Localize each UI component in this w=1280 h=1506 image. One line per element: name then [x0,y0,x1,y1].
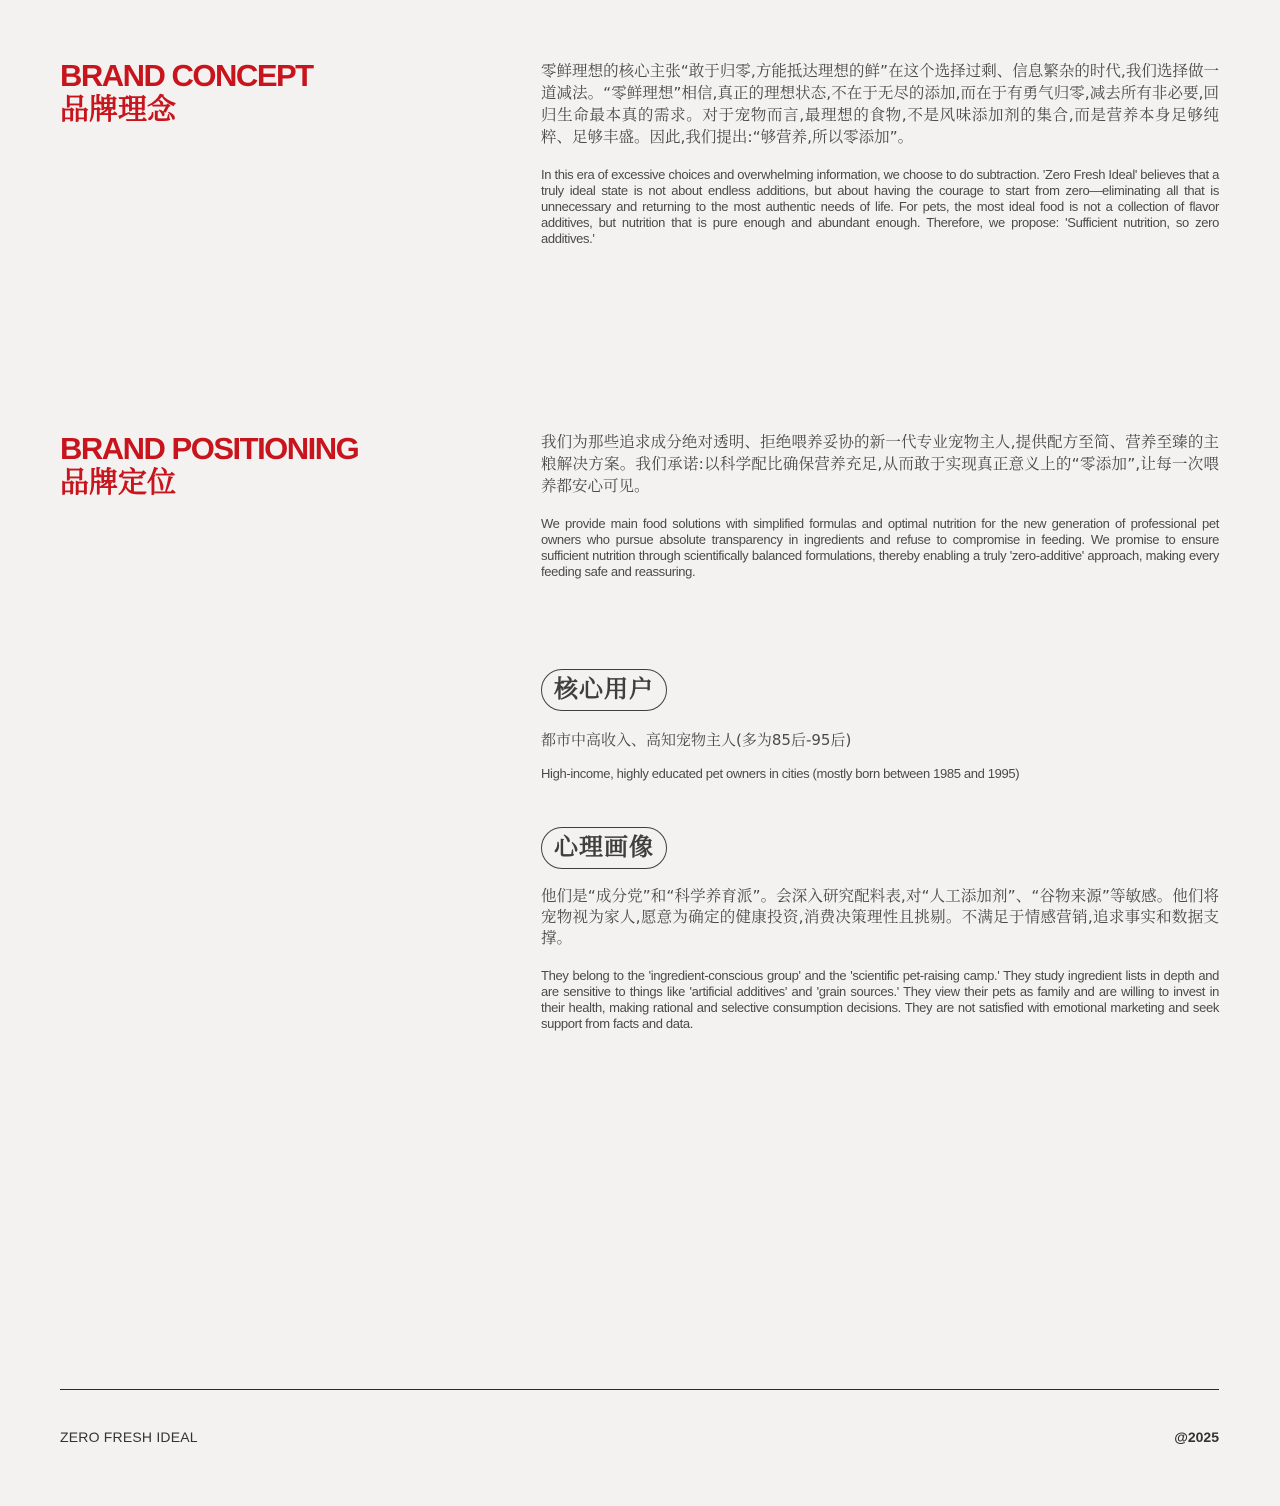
psychology-label: 心理画像 [541,827,667,869]
brand-concept-text-en: In this era of excessive choices and overwhelming information, we choose to do subtraction. 'Zero Fresh Ideal' believes that a truly ideal state is not about endless additions, but about having the courage to start from zero—eliminating all that is unnecessary and returning to the most authentic needs of life. For pets, the most ideal food is not a collection of flavor additives, but nutrition that is pure enough and abundant enough. Therefore, we propose: 'Sufficient nutrition, so zero additives.' [541,167,1219,246]
brand-concept-text-cn: 零鲜理想的核心主张“敢于归零,方能抵达理想的鲜”在这个选择过剩、信息繁杂的时代,我们选择做一道减法。“零鲜理想”相信,真正的理想状态,不在于无尽的添加,而在于有勇气归零,减去所有非必要,回归生命最本真的需求。对于宠物而言,最理想的食物,不是风味添加剂的集合,而是营养本身足够纯粹、足够丰盛。因此,我们提出:“够营养,所以零添加”。 [541,62,1219,146]
brand-positioning-text-en: We provide main food solutions with simplified formulas and optimal nutrition for the new generation of professional pet owners who pursue absolute transparency in ingredients and refuse to compromise in feeding. We promise to ensure sufficient nutrition through scientifically balanced formulations, thereby enabling a truly 'zero-additive' approach, making every feeding safe and reassuring. [541,516,1219,579]
psychology-block [541,827,1219,1032]
core-users-label: 核心用户 [541,669,667,711]
brand-positioning-title-cn: 品牌定位 [60,467,177,499]
core-users-block [541,669,1219,782]
brand-positioning-title [60,433,358,500]
psychology-text-cn: 他们是“成分党”和“科学养育派”。会深入研究配料表,对“人工添加剂”、“谷物来源”等敏感。他们将宠物视为家人,愿意为确定的健康投资,消费决策理性且挑剔。不满足于情感营销,追求事实和数据支撑。 [541,887,1219,947]
brand-positioning-title-en: BRAND POSITIONING [60,431,359,466]
footer-divider [60,1389,1219,1390]
footer-brand: ZERO FRESH IDEAL [60,1429,198,1445]
brand-concept-title [60,60,313,127]
brand-concept-title-en: BRAND CONCEPT [60,58,313,93]
brand-concept-title-cn: 品牌理念 [60,94,177,126]
footer-year: @2025 [1174,1429,1219,1445]
brand-positioning-body [541,431,1219,580]
brand-positioning-text-cn: 我们为那些追求成分绝对透明、拒绝喂养妥协的新一代专业宠物主人,提供配方至简、营养至臻的主粮解决方案。我们承诺:以科学配比确保营养充足,从而敢于实现真正意义上的“零添加”,让每一次喂养都安心可见。 [541,433,1219,495]
core-users-text-cn: 都市中高收入、高知宠物主人(多为85后-95后) [541,731,852,749]
brand-concept-body [541,60,1219,247]
core-users-text-en: High-income, highly educated pet owners in cities (mostly born between 1985 and 1995) [541,766,1020,781]
psychology-text-en: They belong to the 'ingredient-conscious group' and the 'scientific pet-raising camp.' They study ingredient lists in depth and are sensitive to things like 'artificial additives' and 'grain sources.' They view their pets as family and are willing to invest in their health, making rational and selective consumption decisions. They are not satisfied with emotional marketing and seek support from facts and data. [541,968,1219,1031]
